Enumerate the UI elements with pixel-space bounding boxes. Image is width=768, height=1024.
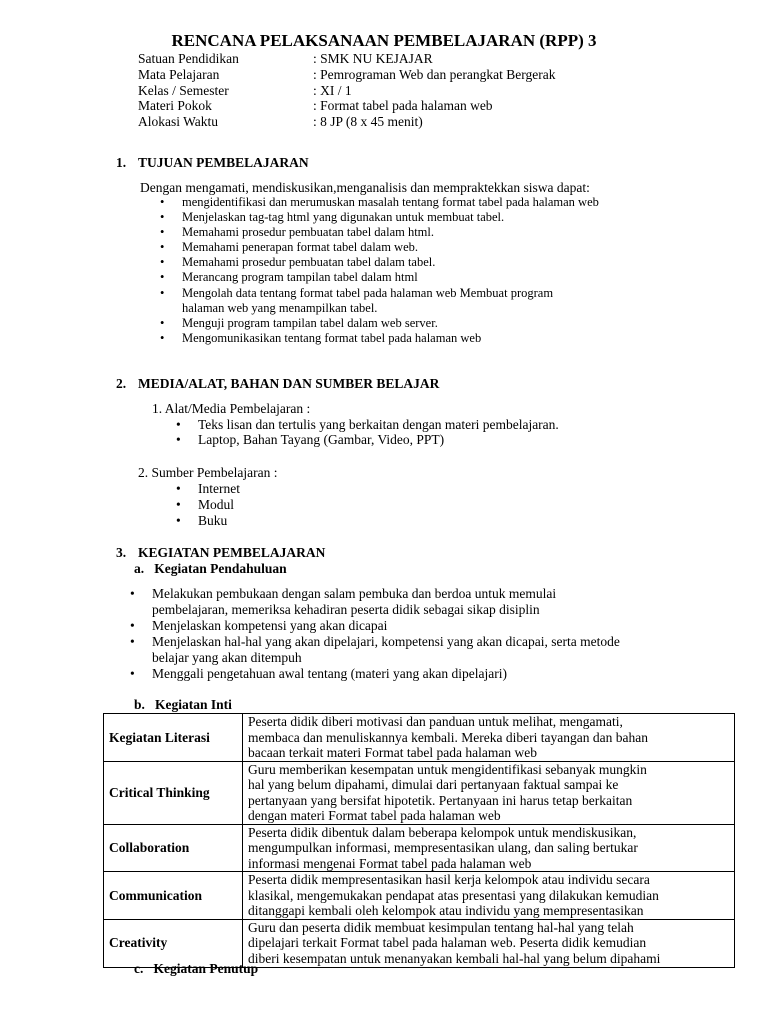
sub-heading-sumber: 2. Sumber Pembelajaran : [138,465,278,480]
table-row [104,761,735,824]
bullet-icon: • [160,240,165,254]
tujuan-intro: Dengan mengamati, mendiskusikan,menganalisis dan mempraktekkan siswa dapat: [140,180,590,195]
sub-heading-penutup: c. Kegiatan Penutup [134,961,259,976]
bullet-icon: • [130,618,135,633]
table-row [104,919,735,967]
section-number: 3. [116,545,127,560]
table-value: Peserta didik diberi motivasi dan panduan untuk melihat, mengamati, membaca dan menuliskannya kembali. Mereka diberi tayangan dan bahan bacaan terkait materi Format tabel pada halaman web [243,714,735,762]
identity-value: : Format tabel pada halaman web [313,98,493,113]
identity-label: Alokasi Waktu [138,114,219,129]
section-number: 1. [116,155,127,170]
bullet-icon: • [160,331,165,345]
section-heading-media [116,376,439,392]
section-title: KEGIATAN PEMBELAJARAN [138,545,326,560]
section-number: 2. [116,376,127,391]
identity-value: : SMK NU KEJAJAR [313,51,433,66]
table-value: Guru memberikan kesempatan untuk mengidentifikasi sebanyak mungkin hal yang belum dipahami, dimulai dari pertanyaan faktual sampai ke pertanyaan yang bersifat hipotetik. Pertanyaan ini harus tetap berkaitan dengan materi Format tabel pada halaman web [243,761,735,824]
bullet-icon: • [130,586,135,601]
table-value: Peserta didik dibentuk dalam beberapa kelompok untuk mendiskusikan, mengumpulkan informasi, mempresentasikan ulang, dan saling bertukar informasi mengenai Format tabel pada halaman web [243,824,735,872]
table-key: Collaboration [104,824,243,872]
table-value: Guru dan peserta didik membuat kesimpulan tentang hal-hal yang telah dipelajari terkait Format tabel pada halaman web. Peserta didik kemudian diberi kesempatan untuk menanyakan kembali hal-hal yang belum dipahami [243,919,735,967]
bullet-icon: • [176,481,181,496]
section-title: MEDIA/ALAT, BAHAN DAN SUMBER BELAJAR [138,376,440,391]
list-item-continuation: pembelajaran, memeriksa kehadiran peserta didik sebagai sikap disiplin [152,602,540,617]
bullet-icon: • [160,225,165,239]
identity-value: : 8 JP (8 x 45 menit) [313,114,423,129]
bullet-icon: • [176,513,181,528]
bullet-icon: • [160,210,165,224]
table-row [104,714,735,762]
bullet-icon: • [160,286,165,300]
bullet-icon: • [160,270,165,284]
table-value: Peserta didik mempresentasikan hasil kerja kelompok atau individu secara klasikal, mengemukakan pendapat atas presentasi yang dilakukan kemudian ditanggapi kembali oleh kelompok atau individu yang mempresentasikan [243,872,735,920]
list-item-continuation: belajar yang akan ditempuh [152,650,302,665]
bullet-icon: • [160,195,165,209]
bullet-icon: • [160,316,165,330]
table-row [104,872,735,920]
identity-value: : Pemrograman Web dan perangkat Bergerak [313,67,556,82]
table-key: Critical Thinking [104,761,243,824]
list-item-continuation: halaman web yang menampilkan tabel. [182,301,378,315]
table-key: Kegiatan Literasi [104,714,243,762]
sub-heading-pendahuluan: a. Kegiatan Pendahuluan [134,561,287,576]
document-title: RENCANA PELAKSANAAN PEMBELAJARAN (RPP) 3 [171,31,597,50]
bullet-icon: • [176,417,181,432]
bullet-icon: • [130,634,135,649]
identity-value: : XI / 1 [313,83,352,98]
identity-label: Satuan Pendidikan [138,51,239,66]
section-heading-tujuan [116,155,309,171]
kegiatan-inti-table [103,713,735,968]
sub-heading-alat: 1. Alat/Media Pembelajaran : [152,401,311,416]
identity-label: Materi Pokok [138,98,212,113]
bullet-icon: • [176,432,181,447]
bullet-icon: • [160,255,165,269]
identity-label: Kelas / Semester [138,83,229,98]
table-key: Communication [104,872,243,920]
section-heading-kegiatan [116,545,325,561]
sub-heading-inti: b. Kegiatan Inti [134,697,232,712]
table-row [104,824,735,872]
bullet-icon: • [176,497,181,512]
table-key: Creativity [104,919,243,967]
identity-label: Mata Pelajaran [138,67,220,82]
bullet-icon: • [130,666,135,681]
section-title: TUJUAN PEMBELAJARAN [138,155,309,170]
